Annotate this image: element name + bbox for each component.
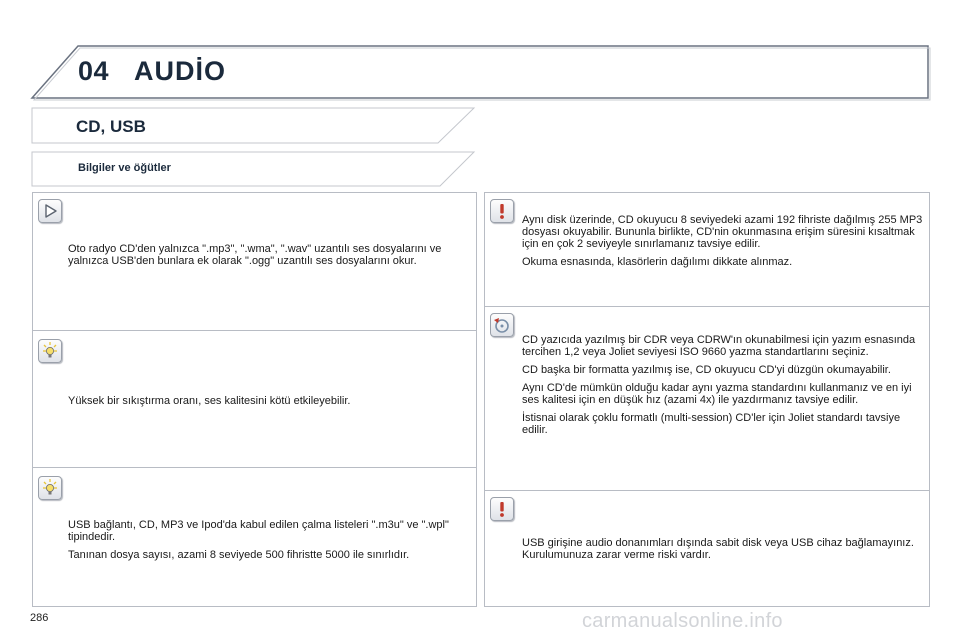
section-title: CD, USB [76,117,146,136]
paragraph: USB bağlantı, CD, MP3 ve Ipod'da kabul edilen çalma listeleri ".m3u" ve ".wpl" tipindedir. [68,519,449,543]
lightbulb-icon [38,476,62,500]
left-block-2-text [68,395,466,413]
left-block-3-text [68,519,472,567]
paragraph: Okuma esnasında, klasörlerin dağılımı dikkate alınmaz. [522,256,793,268]
watermark: carmanualsonline.info [582,610,783,632]
page-number: 286 [30,612,49,624]
right-divider-2 [484,490,929,491]
right-block-3-text [522,537,924,567]
paragraph: USB girişine audio donanımları dışında sabit disk veya USB cihaz bağlamayınız. Kurulumunuza zarar verme riski vardır. [522,537,914,561]
paragraph: Yüksek bir sıkıştırma oranı, ses kalitesini kötü etkileyebilir. [68,395,351,407]
right-divider-1 [484,306,929,307]
chapter-title: AUDİO [134,56,226,86]
warning-exclamation-icon [490,497,514,521]
left-divider-1 [32,330,476,331]
chapter-number: 04 [78,56,110,86]
paragraph: CD başka bir formatta yazılmış ise, CD okuyucu CD'yi düzgün okumayabilir. [522,364,891,376]
paragraph: CD yazıcıda yazılmış bir CDR veya CDRW'ın okunabilmesi için yazım esnasında tercihen 1,2 veya Joliet seviyesi ISO 9660 yazma standartlarını seçiniz. [522,334,916,358]
right-block-1-text [522,214,924,274]
lightbulb-icon [38,339,62,363]
play-triangle-icon [38,199,62,223]
left-block-1-text [68,243,466,273]
paragraph: İstisnai olarak çoklu formatlı (multi-session) CD'ler için Joliet standardı tavsiye edilir. [522,412,901,436]
paragraph: Aynı CD'de mümkün olduğu kadar aynı yazma standardını kullanmanız ve en iyi ses kalitesi için en düşük hız (azami 4x) ile yazdırmanız tavsiye edilir. [522,382,912,406]
right-block-2-text [522,334,924,442]
subsection-title: Bilgiler ve öğütler [78,162,171,174]
recycle-arrow-icon [490,313,514,337]
left-divider-2 [32,467,476,468]
paragraph: Oto radyo CD'den yalnızca ".mp3", ".wma", ".wav" uzantılı ses dosyalarını ve yalnızca USB'den bunlara ek olarak ".ogg" uzantılı ses dosyalarını okur. [68,243,442,267]
paragraph: Tanınan dosya sayısı, azami 8 seviyede 500 fihristte 5000 ile sınırlıdır. [68,549,410,561]
warning-exclamation-icon [490,199,514,223]
paragraph: Aynı disk üzerinde, CD okuyucu 8 seviyedeki azami 192 fihriste dağılmış 255 MP3 dosyası okuyabilir. Bununla birlikte, CD'nin okunmasına erişim süresini kısaltmak için en çok 2 seviyeyle sınırlamanız tavsiye edilir. [522,214,923,250]
